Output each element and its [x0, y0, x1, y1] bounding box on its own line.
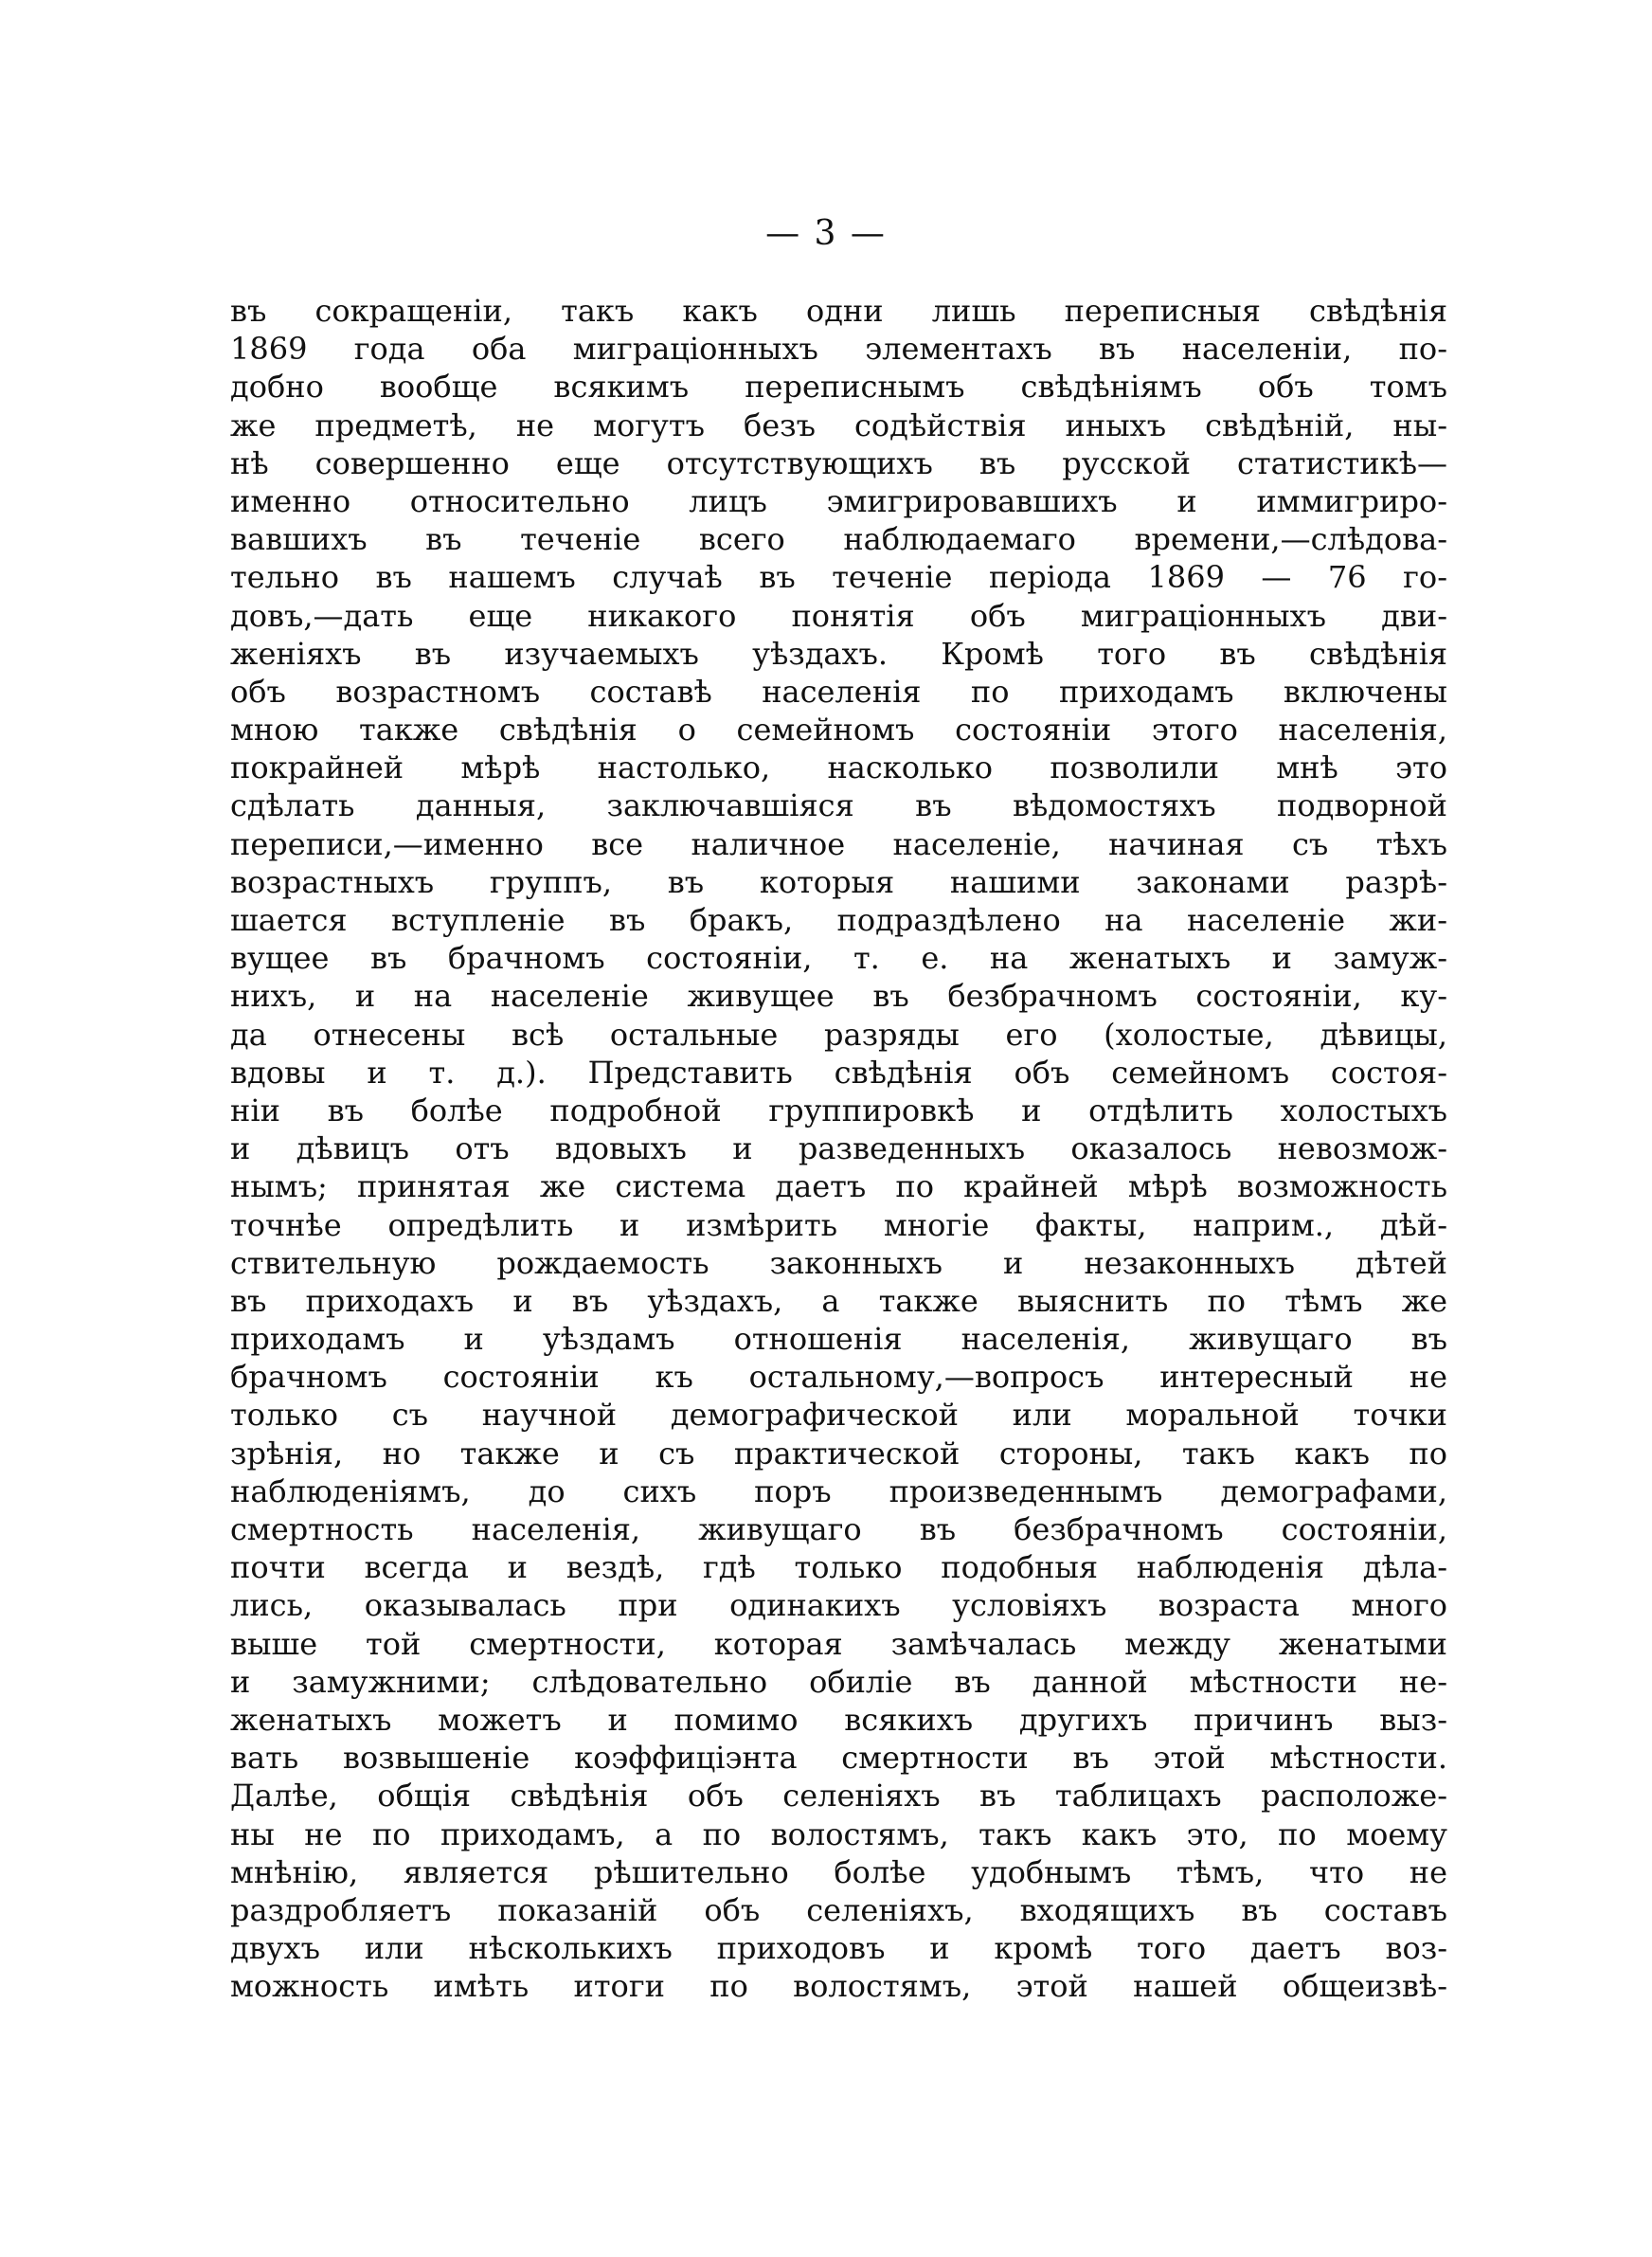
text-line: нымъ; принятая же система даетъ по крайней мѣрѣ возможность — [230, 1168, 1447, 1205]
text-line: ны не по приходамъ, а по волостямъ, такъ какъ это, по моему — [230, 1815, 1447, 1852]
text-line: ніи въ болѣе подробной группировкѣ и отдѣлить холостыхъ — [230, 1092, 1447, 1128]
text-line: и дѣвицъ отъ вдовыхъ и разведенныхъ оказалось невозмож- — [230, 1130, 1447, 1167]
text-line: въ приходахъ и въ уѣздахъ, а также выяснить по тѣмъ же — [230, 1282, 1447, 1319]
body-text — [230, 292, 1447, 2005]
text-line: довъ,—дать еще никакого понятія объ миграціонныхъ дви- — [230, 597, 1447, 634]
text-line: нѣ совершенно еще отсутствующихъ въ русской статистикѣ— — [230, 444, 1447, 481]
text-line: смертность населенія, живущаго въ безбрачномъ состояніи, — [230, 1511, 1447, 1547]
text-line: и замужними; слѣдовательно обиліе въ данной мѣстности не- — [230, 1663, 1447, 1700]
text-line: да отнесены всѣ остальные разряды его (холостые, дѣвицы, — [230, 1016, 1447, 1053]
text-line: наблюденіямъ, до сихъ поръ произведеннымъ демографами, — [230, 1472, 1447, 1509]
text-line: лись, оказывалась при одинакихъ условіяхъ возраста много — [230, 1587, 1447, 1624]
text-line: вдовы и т. д.). Представить свѣдѣнія объ семейномъ состоя- — [230, 1054, 1447, 1091]
text-line: женіяхъ въ изучаемыхъ уѣздахъ. Кромѣ того въ свѣдѣнія — [230, 635, 1447, 672]
text-line: добно вообще всякимъ переписнымъ свѣдѣніямъ объ томъ — [230, 369, 1447, 406]
text-line: можность имѣть итоги по волостямъ, этой нашей общеизвѣ- — [230, 1968, 1447, 2005]
text-line: зрѣнія, но также и съ практической стороны, такъ какъ по — [230, 1435, 1447, 1472]
text-line: только съ научной демографической или моральной точки — [230, 1397, 1447, 1434]
text-line: вать возвышеніе коэффиціэнта смертности въ этой мѣстности. — [230, 1740, 1447, 1777]
text-line: же предметѣ, не могутъ безъ содѣйствія иныхъ свѣдѣній, ны- — [230, 406, 1447, 443]
text-line: точнѣе опредѣлить и измѣрить многіе факты, наприм., дѣй- — [230, 1206, 1447, 1243]
text-line: приходамъ и уѣздамъ отношенія населенія, живущаго въ — [230, 1321, 1447, 1358]
text-line: переписи,—именно все наличное населеніе, начиная съ тѣхъ — [230, 825, 1447, 862]
text-line: вущее въ брачномъ состояніи, т. е. на женатыхъ и замуж- — [230, 940, 1447, 977]
text-line: сдѣлать данныя, заключавшіяся въ вѣдомостяхъ подворной — [230, 787, 1447, 824]
text-line: нихъ, и на населеніе живущее въ безбрачномъ состояніи, ку- — [230, 978, 1447, 1015]
text-line: двухъ или нѣсколькихъ приходовъ и кромѣ того даетъ воз- — [230, 1930, 1447, 1967]
text-line: шается вступленіе въ бракъ, подраздѣлено на населеніе жи- — [230, 902, 1447, 938]
text-line: мною также свѣдѣнія о семейномъ состояніи этого населенія, — [230, 712, 1447, 749]
text-line: раздробляетъ показаній объ селеніяхъ, входящихъ въ составъ — [230, 1891, 1447, 1928]
text-line: женатыхъ можетъ и помимо всякихъ другихъ причинъ выз- — [230, 1701, 1447, 1738]
text-line: мнѣнію, является рѣшительно болѣе удобнымъ тѣмъ, что не — [230, 1853, 1447, 1890]
text-line: почти всегда и вездѣ, гдѣ только подобныя наблюденія дѣла- — [230, 1549, 1447, 1586]
text-line: тельно въ нашемъ случаѣ въ теченіе періода 1869 — 76 го- — [230, 559, 1447, 596]
page-number: — 3 — — [765, 214, 887, 253]
text-line: возрастныхъ группъ, въ которыя нашими законами разрѣ- — [230, 863, 1447, 900]
text-line: именно относительно лицъ эмигрировавшихъ и иммигриро- — [230, 482, 1447, 519]
text-line: 1869 года оба миграціонныхъ элементахъ въ населеніи, по- — [230, 331, 1447, 368]
text-line: въ сокращеніи, такъ какъ одни лишь переписныя свѣдѣнія — [230, 293, 1447, 329]
text-line: объ возрастномъ составѣ населенія по приходамъ включены — [230, 673, 1447, 710]
text-line: Далѣе, общія свѣдѣнія объ селеніяхъ въ таблицахъ расположе- — [230, 1778, 1447, 1815]
text-line: вавшихъ въ теченіе всего наблюдаемаго времени,—слѣдова- — [230, 521, 1447, 558]
text-line: ствительную рождаемость законныхъ и незаконныхъ дѣтей — [230, 1244, 1447, 1281]
text-line: покрайней мѣрѣ настолько, насколько позволили мнѣ это — [230, 749, 1447, 786]
text-line: брачномъ состояніи къ остальному,—вопросъ интересный не — [230, 1359, 1447, 1396]
text-line: выше той смертности, которая замѣчалась между женатыми — [230, 1625, 1447, 1662]
